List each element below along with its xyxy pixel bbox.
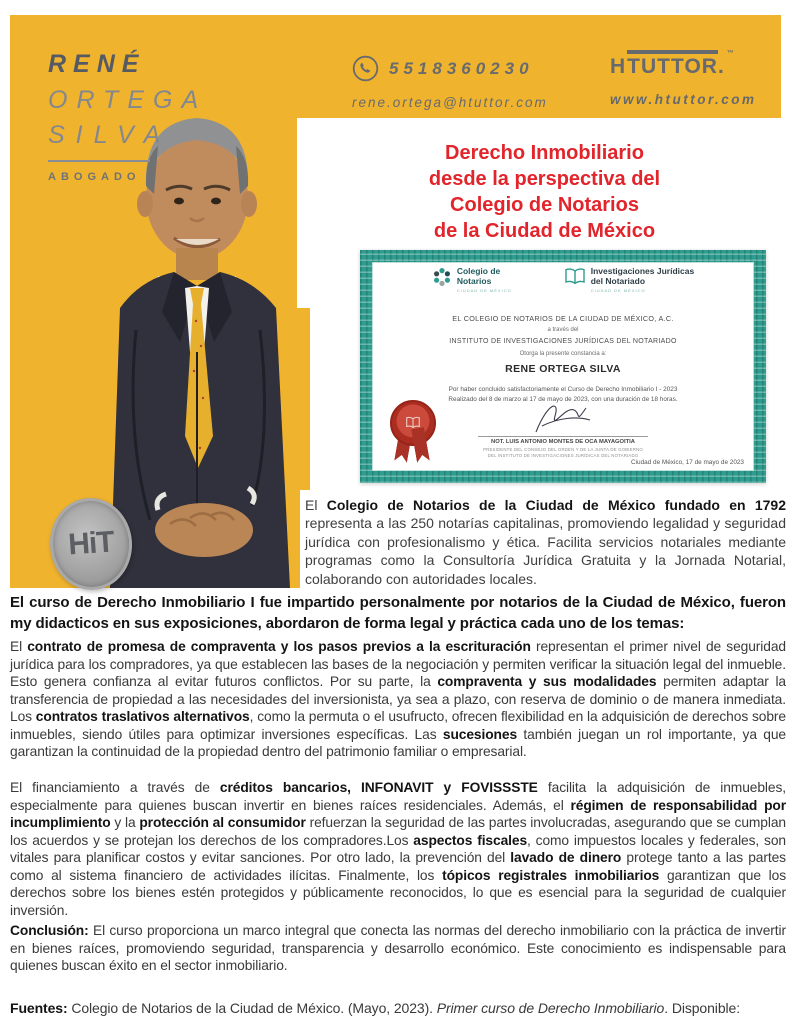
title-line-4: de la Ciudad de México	[433, 220, 656, 242]
website-url[interactable]: www.htuttor.com	[610, 92, 757, 107]
phone-number[interactable]: 5518360230	[389, 58, 534, 78]
signer-title-2: DEL INSTITUTO DE INVESTIGACIONES JURÍDICAS DEL NOTARIADO	[487, 453, 639, 458]
colegio-logo-line2: Notarios	[456, 275, 492, 286]
paragraph-course-bold: El curso de Derecho Inmobiliario I fue impartido personalmente por notarios de la Ciudad de México, fueron my didacticos en sus exposiciones, abordaron de forma legal y práctica cada uno de los temas:	[10, 594, 786, 632]
title-line-1: Derecho Inmobiliario	[445, 142, 644, 164]
paragraph-contratos: El contrato de promesa de compraventa y los pasos previos a la escrituración representan el primer nivel de seguridad jurídica para los compradores, ya que establecen las bases de la negociación y permiten verificar la situación legal del inmueble. Esto genera confianza al evitar futuros conflictos. Por su parte, la compraventa y sus modalidades permiten adaptar la transferencia de propiedad a las necesidades del inversionista, ya sea a plazo, con reserva de dominio o de manera inmediata. Los contratos traslativos alternativos, como la permuta o el usufructo, ofrecen flexibilidad en la adquisición de derechos sobre inmuebles, siendo útiles para optimizar inversiones específicas. Las sucesiones también juegan un rol importante, ya que garantizan la continuidad de la propiedad dentro del patrimonio familiar o empresarial.	[10, 639, 786, 759]
pinwheel-icon	[432, 267, 452, 287]
last-name-2: SILVA	[48, 121, 172, 149]
colegio-logo-line1: Colegio de	[456, 266, 501, 276]
title-line-2: desde la perspectiva del	[428, 168, 661, 190]
first-name: RENÉ	[48, 50, 146, 78]
last-name-1: ORTEGA	[48, 86, 208, 114]
profession-label: ABOGADO	[48, 171, 141, 183]
ribbon-book-icon	[405, 416, 421, 430]
certificate-org: EL COLEGIO DE NOTARIOS DE LA CIUDAD DE MÉXICO, A.C.	[452, 314, 674, 323]
paragraph-conclusion: Conclusión: El curso proporciona un marco integral que conecta las normas del derecho inmobiliario con la práctica de invertir en bienes raíces, promoviendo seguridad, transparencia y desarrollo económico. Este conocimiento es indispensable para quienes buscan éxito en el sector inmobiliario.	[10, 923, 786, 973]
whatsapp-icon	[352, 55, 379, 82]
certificate-institute: INSTITUTO DE INVESTIGACIONES JURÍDICAS DEL NOTARIADO	[449, 338, 677, 345]
paragraph-financiamiento: El financiamiento a través de créditos bancarios, INFONAVIT y FOVISSSTE facilita la adquisición de inmuebles, especialmente para quienes buscan invertir en bienes raíces residenciales. Además, el régimen de responsabilidad por incumplimiento y la protección al consumidor refuerzan la seguridad de las partes involucradas, asegurando que se cumplan los acuerdos y se protejan los derechos de los compradores.Los aspectos fiscales, como impuestos locales y federales, son vitales para planificar costos y evitar sanciones. Por otro lado, la prevención del lavado de dinero protege tanto a las partes como al sistema financiero de actividades ilícitas. Finalmente, los tópicos registrales inmobiliarios garantizan que los derechos sobre los bienes estén protegidos y públicamente reconocidos, lo que es esencial para la seguridad de cualquier inversión.	[10, 780, 786, 918]
certificate-date: Ciudad de México, 17 de mayo de 2023	[631, 459, 744, 466]
signer-title-1: PRESIDENTE DEL CONSEJO DEL ORDEN Y DE LA JUNTA DE GOBIERNO	[483, 447, 643, 452]
email-address[interactable]: rene.ortega@htuttor.com	[352, 95, 548, 110]
certificate-reason-2: Realizado del 8 de marzo al 17 de mayo de 2023, con una duración de 18 horas.	[448, 396, 678, 403]
certificate-signer: NOT. LUIS ANTONIO MONTES DE OCA MAYAGOITIA	[491, 439, 635, 445]
certificate	[360, 250, 766, 483]
brand-dot: .	[717, 55, 725, 78]
colegio-notarios-logo	[432, 267, 512, 293]
contact-block	[352, 55, 548, 110]
paragraph-sources: Fuentes: Colegio de Notarios de la Ciudad de México. (Mayo, 2023). Primer curso de Derecho Inmobiliario. Disponible:	[10, 1000, 740, 1016]
htuttor-brand-block	[610, 50, 757, 107]
investigaciones-logo-sub: CIUDAD DE MÉXICO	[590, 288, 646, 293]
certificate-via: a través del	[547, 327, 579, 333]
ribbon-disc	[390, 400, 436, 446]
ribbon-seal	[390, 400, 434, 464]
page-title	[298, 140, 791, 244]
certificate-recipient: RENE ORTEGA SILVA	[505, 363, 621, 375]
signature-line	[478, 436, 648, 437]
investigaciones-logo-line2: del Notariado	[590, 275, 646, 286]
book-icon	[564, 267, 586, 287]
paragraph-colegio: El Colegio de Notarios de la Ciudad de México fundado en 1792 representa a las 250 notarías capitalinas, promoviendo legalidad y seguridad jurídica con profesionalismo y ética. Facilita servicios notariales mediante programas como la Consultoría Jurídica Gratuita y la Jornada Notarial, colaborando con autoridades locales.	[305, 497, 786, 587]
htuttor-logo	[610, 50, 757, 79]
certificate-logos	[360, 267, 766, 293]
signature-scribble	[528, 400, 598, 436]
certificate-grant-line: Otorga la presente constancia a:	[519, 351, 607, 357]
name-underline	[48, 160, 150, 162]
investigaciones-logo-line1: Investigaciones Jurídicas	[590, 266, 695, 276]
certificate-reason-1: Por haber concluido satisfactoriamente el Curso de Derecho Inmobiliario I - 2023	[448, 386, 678, 393]
brand-trademark: ™	[726, 50, 735, 57]
hit-logo-text: HiT	[67, 525, 115, 562]
brand-h: H	[610, 55, 627, 78]
lawyer-name-block	[48, 50, 207, 183]
brand-rest: TUTTOR	[627, 50, 718, 79]
colegio-logo-sub: CIUDAD DE MÉXICO	[456, 288, 512, 293]
investigaciones-logo	[564, 267, 694, 293]
title-line-3: Colegio de Notarios	[450, 194, 639, 216]
